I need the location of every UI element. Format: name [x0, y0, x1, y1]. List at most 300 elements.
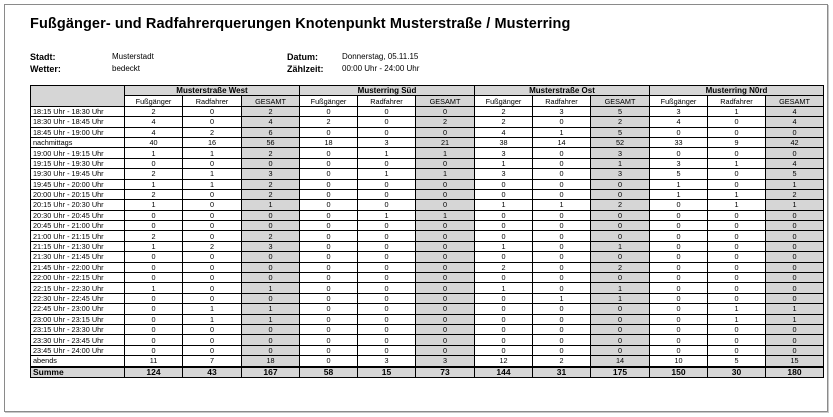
table-cell: 0 [708, 148, 766, 158]
column-header: GESAMT [591, 96, 650, 106]
table-cell: 1 [475, 283, 533, 293]
table-cell: 0 [650, 345, 708, 355]
table-cell: 0 [183, 252, 242, 262]
row-label: 18:15 Uhr - 18:30 Uhr [31, 106, 125, 116]
table-cell: 1 [183, 169, 242, 179]
table-cell: 0 [300, 241, 358, 251]
table-cell: 1 [242, 200, 300, 210]
table-cell: 0 [358, 335, 416, 345]
table-cell: 0 [358, 231, 416, 241]
column-header: GESAMT [242, 96, 300, 106]
table-cell: 0 [475, 314, 533, 324]
table-cell: 0 [591, 231, 650, 241]
table-row [31, 273, 824, 283]
table-cell: 0 [358, 252, 416, 262]
table-cell: 0 [591, 324, 650, 334]
table-cell: 0 [416, 262, 475, 272]
table-cell: 18 [242, 356, 300, 367]
table-cell: 0 [533, 241, 591, 251]
table-cell: 1 [533, 200, 591, 210]
table-cell: 42 [766, 137, 824, 147]
table-cell: 0 [416, 314, 475, 324]
table-row [31, 324, 824, 334]
group-header: Musterstraße West [125, 86, 300, 96]
table-cell: 1 [533, 127, 591, 137]
row-label: 23:30 Uhr - 23:45 Uhr [31, 335, 125, 345]
table-cell: 2 [242, 148, 300, 158]
table-cell: 0 [125, 304, 183, 314]
row-label: 18:30 Uhr - 18:45 Uhr [31, 117, 125, 127]
row-label: 23:00 Uhr - 23:15 Uhr [31, 314, 125, 324]
table-cell: 0 [708, 169, 766, 179]
table-row [31, 231, 824, 241]
table-cell: 1 [125, 200, 183, 210]
table-cell: 0 [183, 210, 242, 220]
table-cell: 1 [358, 169, 416, 179]
table-cell: 0 [183, 293, 242, 303]
table-cell: 0 [650, 210, 708, 220]
meta-right [287, 51, 324, 75]
table-cell: 0 [650, 304, 708, 314]
table-cell: 0 [358, 189, 416, 199]
table-cell: 16 [183, 137, 242, 147]
table-row [31, 106, 824, 116]
table-cell: 0 [591, 335, 650, 345]
table-cell: 0 [358, 127, 416, 137]
table-cell: 0 [300, 221, 358, 231]
table-cell: 0 [125, 252, 183, 262]
table-cell: 0 [533, 304, 591, 314]
column-header: GESAMT [416, 96, 475, 106]
table-cell: 2 [242, 231, 300, 241]
table-cell: 0 [416, 200, 475, 210]
table-cell: 0 [125, 158, 183, 168]
table-cell: 0 [416, 324, 475, 334]
table-cell: 56 [242, 137, 300, 147]
table-cell: 1 [475, 200, 533, 210]
table-cell: 0 [358, 262, 416, 272]
table-cell: 1 [183, 304, 242, 314]
table-cell: 0 [533, 345, 591, 355]
table-cell: 0 [242, 158, 300, 168]
table-cell: 1 [591, 158, 650, 168]
table-cell: 0 [475, 252, 533, 262]
table-row [31, 137, 824, 147]
table-cell: 0 [183, 200, 242, 210]
table-cell: 1 [183, 179, 242, 189]
sum-cell: 175 [591, 367, 650, 378]
table-cell: 0 [650, 127, 708, 137]
table-cell: 0 [300, 210, 358, 220]
table-cell: 0 [183, 324, 242, 334]
group-header-row [31, 86, 824, 96]
table-cell: 1 [708, 200, 766, 210]
table-cell: 0 [708, 221, 766, 231]
table-cell: 2 [300, 117, 358, 127]
table-cell: 0 [300, 148, 358, 158]
table-cell: 0 [475, 221, 533, 231]
row-label: 19:15 Uhr - 19:30 Uhr [31, 158, 125, 168]
table-cell: 2 [125, 231, 183, 241]
table-row [31, 200, 824, 210]
table-cell: 6 [242, 127, 300, 137]
table-cell: 0 [183, 335, 242, 345]
table-cell: 0 [650, 324, 708, 334]
table-cell: 0 [183, 231, 242, 241]
group-header: Musterstraße Ost [475, 86, 650, 96]
table-cell: 0 [300, 356, 358, 367]
column-header: Radfahrer [358, 96, 416, 106]
meta-left-values [112, 51, 154, 75]
table-row [31, 252, 824, 262]
table-cell: 0 [183, 106, 242, 116]
table-cell: 0 [416, 241, 475, 251]
table-cell: 0 [533, 158, 591, 168]
table-cell: 1 [533, 293, 591, 303]
table-cell: 0 [300, 345, 358, 355]
stadt-value: Musterstadt [112, 52, 154, 61]
table-cell: 11 [125, 356, 183, 367]
table-row [31, 345, 824, 355]
table-cell: 0 [766, 262, 824, 272]
table-cell: 0 [708, 252, 766, 262]
table-cell: 0 [358, 314, 416, 324]
table-cell: 5 [766, 169, 824, 179]
table-cell: 0 [183, 283, 242, 293]
table-cell: 2 [475, 117, 533, 127]
table-cell: 3 [591, 169, 650, 179]
row-label: nachmittags [31, 137, 125, 147]
table-cell: 3 [358, 356, 416, 367]
table-cell: 0 [533, 179, 591, 189]
table-cell: 0 [242, 345, 300, 355]
table-cell: 0 [416, 231, 475, 241]
table-cell: 14 [533, 137, 591, 147]
table-cell: 0 [242, 335, 300, 345]
table-cell: 1 [708, 189, 766, 199]
table-cell: 0 [708, 127, 766, 137]
table-cell: 0 [300, 189, 358, 199]
table-cell: 0 [416, 273, 475, 283]
table-cell: 0 [591, 210, 650, 220]
table-cell: 0 [475, 304, 533, 314]
table-cell: 0 [708, 283, 766, 293]
row-label: 18:45 Uhr - 19:00 Uhr [31, 127, 125, 137]
table-cell: 2 [766, 189, 824, 199]
sum-cell: 30 [708, 367, 766, 378]
table-cell: 0 [416, 304, 475, 314]
table-cell: 4 [242, 117, 300, 127]
table-cell: 0 [475, 231, 533, 241]
table-cell: 0 [300, 179, 358, 189]
table-cell: 3 [591, 148, 650, 158]
table-cell: 0 [300, 200, 358, 210]
sum-cell: 180 [766, 367, 824, 378]
table-cell: 1 [766, 314, 824, 324]
table-cell: 0 [708, 293, 766, 303]
table-cell: 1 [125, 179, 183, 189]
table-cell: 0 [475, 179, 533, 189]
table-row [31, 210, 824, 220]
row-label: 22:15 Uhr - 22:30 Uhr [31, 283, 125, 293]
table-cell: 0 [475, 345, 533, 355]
table-cell: 0 [591, 179, 650, 189]
table-cell: 0 [475, 210, 533, 220]
table-row [31, 283, 824, 293]
table-cell: 0 [416, 127, 475, 137]
table-cell: 3 [242, 169, 300, 179]
table-cell: 0 [242, 273, 300, 283]
corner-cell [31, 86, 125, 107]
table-cell: 0 [650, 283, 708, 293]
table-cell: 40 [125, 137, 183, 147]
table-cell: 0 [591, 345, 650, 355]
table-cell: 12 [475, 356, 533, 367]
wetter-value: bedeckt [112, 64, 141, 73]
table-row [31, 293, 824, 303]
table-cell: 0 [300, 252, 358, 262]
table-cell: 0 [125, 210, 183, 220]
table-cell: 0 [533, 314, 591, 324]
table-cell: 7 [183, 356, 242, 367]
sum-cell: 124 [125, 367, 183, 378]
table-cell: 0 [708, 345, 766, 355]
table-cell: 0 [475, 273, 533, 283]
sub-header-row [31, 96, 824, 106]
table-cell: 0 [300, 273, 358, 283]
table-cell: 0 [766, 293, 824, 303]
table-cell: 1 [183, 314, 242, 324]
row-label: 22:45 Uhr - 23:00 Uhr [31, 304, 125, 314]
table-cell: 1 [591, 283, 650, 293]
table-cell: 0 [766, 252, 824, 262]
report-sheet [4, 4, 828, 412]
table-cell: 0 [533, 148, 591, 158]
table-cell: 0 [183, 117, 242, 127]
table-cell: 0 [125, 293, 183, 303]
table-cell: 0 [300, 283, 358, 293]
table-cell: 14 [591, 356, 650, 367]
table-cell: 0 [533, 283, 591, 293]
table-cell: 0 [416, 345, 475, 355]
row-label: 23:15 Uhr - 23:30 Uhr [31, 324, 125, 334]
table-cell: 0 [242, 210, 300, 220]
table-cell: 1 [125, 241, 183, 251]
table-cell: 3 [533, 106, 591, 116]
table-cell: 0 [650, 262, 708, 272]
table-cell: 3 [650, 158, 708, 168]
table-cell: 0 [125, 345, 183, 355]
table-cell: 0 [358, 293, 416, 303]
table-cell: 0 [650, 314, 708, 324]
sum-cell: 167 [242, 367, 300, 378]
meta-left [30, 51, 61, 75]
table-cell: 2 [475, 106, 533, 116]
table-row [31, 356, 824, 367]
table-cell: 0 [358, 273, 416, 283]
table-row [31, 335, 824, 345]
table-cell: 0 [708, 210, 766, 220]
row-label: 22:30 Uhr - 22:45 Uhr [31, 293, 125, 303]
table-cell: 1 [591, 241, 650, 251]
table-cell: 0 [708, 241, 766, 251]
table-cell: 0 [766, 283, 824, 293]
table-cell: 0 [766, 231, 824, 241]
table-cell: 0 [416, 158, 475, 168]
sum-cell: 43 [183, 367, 242, 378]
table-cell: 0 [416, 252, 475, 262]
table-cell: 3 [650, 106, 708, 116]
table-cell: 1 [475, 241, 533, 251]
row-label: 19:00 Uhr - 19:15 Uhr [31, 148, 125, 158]
table-row [31, 314, 824, 324]
table-cell: 0 [300, 158, 358, 168]
datum-value: Donnerstag, 05.11.15 [342, 52, 419, 61]
table-cell: 4 [125, 127, 183, 137]
table-cell: 1 [125, 148, 183, 158]
table-cell: 1 [242, 304, 300, 314]
table-cell: 0 [300, 169, 358, 179]
sum-cell: 58 [300, 367, 358, 378]
sum-cell: 15 [358, 367, 416, 378]
table-cell: 1 [242, 314, 300, 324]
table-cell: 0 [708, 335, 766, 345]
table-cell: 0 [475, 324, 533, 334]
table-cell: 5 [591, 106, 650, 116]
table-cell: 0 [300, 106, 358, 116]
table-cell: 0 [533, 324, 591, 334]
table-cell: 2 [125, 189, 183, 199]
table-cell: 0 [300, 293, 358, 303]
table-cell: 0 [300, 127, 358, 137]
table-cell: 15 [766, 356, 824, 367]
table-cell: 0 [183, 345, 242, 355]
sum-cell: 144 [475, 367, 533, 378]
row-label: abends [31, 356, 125, 367]
row-label: 20:00 Uhr - 20:15 Uhr [31, 189, 125, 199]
table-cell: 2 [242, 179, 300, 189]
sum-cell: 31 [533, 367, 591, 378]
table-cell: 5 [708, 356, 766, 367]
column-header: Fußgänger [650, 96, 708, 106]
column-header: Radfahrer [533, 96, 591, 106]
stadt-label: Stadt: [30, 52, 56, 62]
table-cell: 1 [475, 158, 533, 168]
report-title: Fußgänger- und Radfahrerquerungen Knotenpunkt Musterstraße / Musterring [30, 16, 571, 32]
table-cell: 1 [650, 179, 708, 189]
table-cell: 2 [125, 106, 183, 116]
table-row [31, 304, 824, 314]
table-cell: 0 [416, 106, 475, 116]
table-cell: 0 [766, 324, 824, 334]
wetter-label: Wetter: [30, 64, 61, 74]
meta-right-values [342, 51, 419, 75]
table-cell: 0 [125, 314, 183, 324]
table-cell: 0 [766, 273, 824, 283]
table-cell: 1 [416, 148, 475, 158]
table-cell: 0 [533, 262, 591, 272]
table-cell: 0 [766, 210, 824, 220]
table-row [31, 158, 824, 168]
table-cell: 9 [708, 137, 766, 147]
group-header: Musterring N0rd [650, 86, 824, 96]
table-cell: 1 [125, 283, 183, 293]
table-cell: 1 [416, 169, 475, 179]
table-cell: 0 [242, 293, 300, 303]
table-cell: 0 [183, 273, 242, 283]
table-cell: 0 [358, 283, 416, 293]
table-cell: 2 [475, 262, 533, 272]
table-cell: 0 [533, 335, 591, 345]
sum-cell: 73 [416, 367, 475, 378]
row-label: 21:30 Uhr - 21:45 Uhr [31, 252, 125, 262]
table-cell: 1 [708, 314, 766, 324]
table-cell: 0 [125, 262, 183, 272]
table-cell: 0 [416, 189, 475, 199]
table-cell: 0 [533, 231, 591, 241]
table-cell: 0 [358, 345, 416, 355]
table-cell: 1 [416, 210, 475, 220]
table-cell: 0 [300, 231, 358, 241]
table-row [31, 169, 824, 179]
table-cell: 0 [766, 241, 824, 251]
table-cell: 0 [708, 179, 766, 189]
table-row [31, 117, 824, 127]
table-cell: 0 [533, 210, 591, 220]
column-header: Fußgänger [475, 96, 533, 106]
table-cell: 0 [183, 262, 242, 272]
table-cell: 2 [242, 106, 300, 116]
zaehlzeit-label: Zählzeit: [287, 64, 324, 74]
column-header: Fußgänger [125, 96, 183, 106]
group-header: Musterring Süd [300, 86, 475, 96]
table-cell: 2 [591, 117, 650, 127]
table-cell: 1 [591, 293, 650, 303]
row-label: 22:00 Uhr - 22:15 Uhr [31, 273, 125, 283]
table-cell: 0 [766, 148, 824, 158]
table-cell: 0 [708, 273, 766, 283]
table-cell: 1 [358, 210, 416, 220]
sum-cell: 150 [650, 367, 708, 378]
table-cell: 0 [416, 283, 475, 293]
table-cell: 0 [358, 106, 416, 116]
table-cell: 1 [358, 148, 416, 158]
table-cell: 0 [183, 221, 242, 231]
row-label: 19:30 Uhr - 19:45 Uhr [31, 169, 125, 179]
table-row [31, 221, 824, 231]
counts-table [30, 85, 824, 378]
table-cell: 5 [650, 169, 708, 179]
table-cell: 0 [591, 314, 650, 324]
column-header: Radfahrer [708, 96, 766, 106]
table-cell: 2 [183, 127, 242, 137]
row-label: 21:45 Uhr - 22:00 Uhr [31, 262, 125, 272]
table-cell: 3 [416, 356, 475, 367]
column-header: Fußgänger [300, 96, 358, 106]
table-cell: 4 [766, 106, 824, 116]
row-label: 21:00 Uhr - 21:15 Uhr [31, 231, 125, 241]
table-cell: 4 [766, 117, 824, 127]
table-cell: 0 [125, 221, 183, 231]
table-cell: 0 [358, 158, 416, 168]
table-cell: 0 [650, 335, 708, 345]
row-label: 20:15 Uhr - 20:30 Uhr [31, 200, 125, 210]
table-cell: 0 [242, 262, 300, 272]
table-cell: 1 [766, 179, 824, 189]
table-cell: 0 [533, 169, 591, 179]
table-cell: 0 [650, 148, 708, 158]
table-cell: 0 [533, 221, 591, 231]
